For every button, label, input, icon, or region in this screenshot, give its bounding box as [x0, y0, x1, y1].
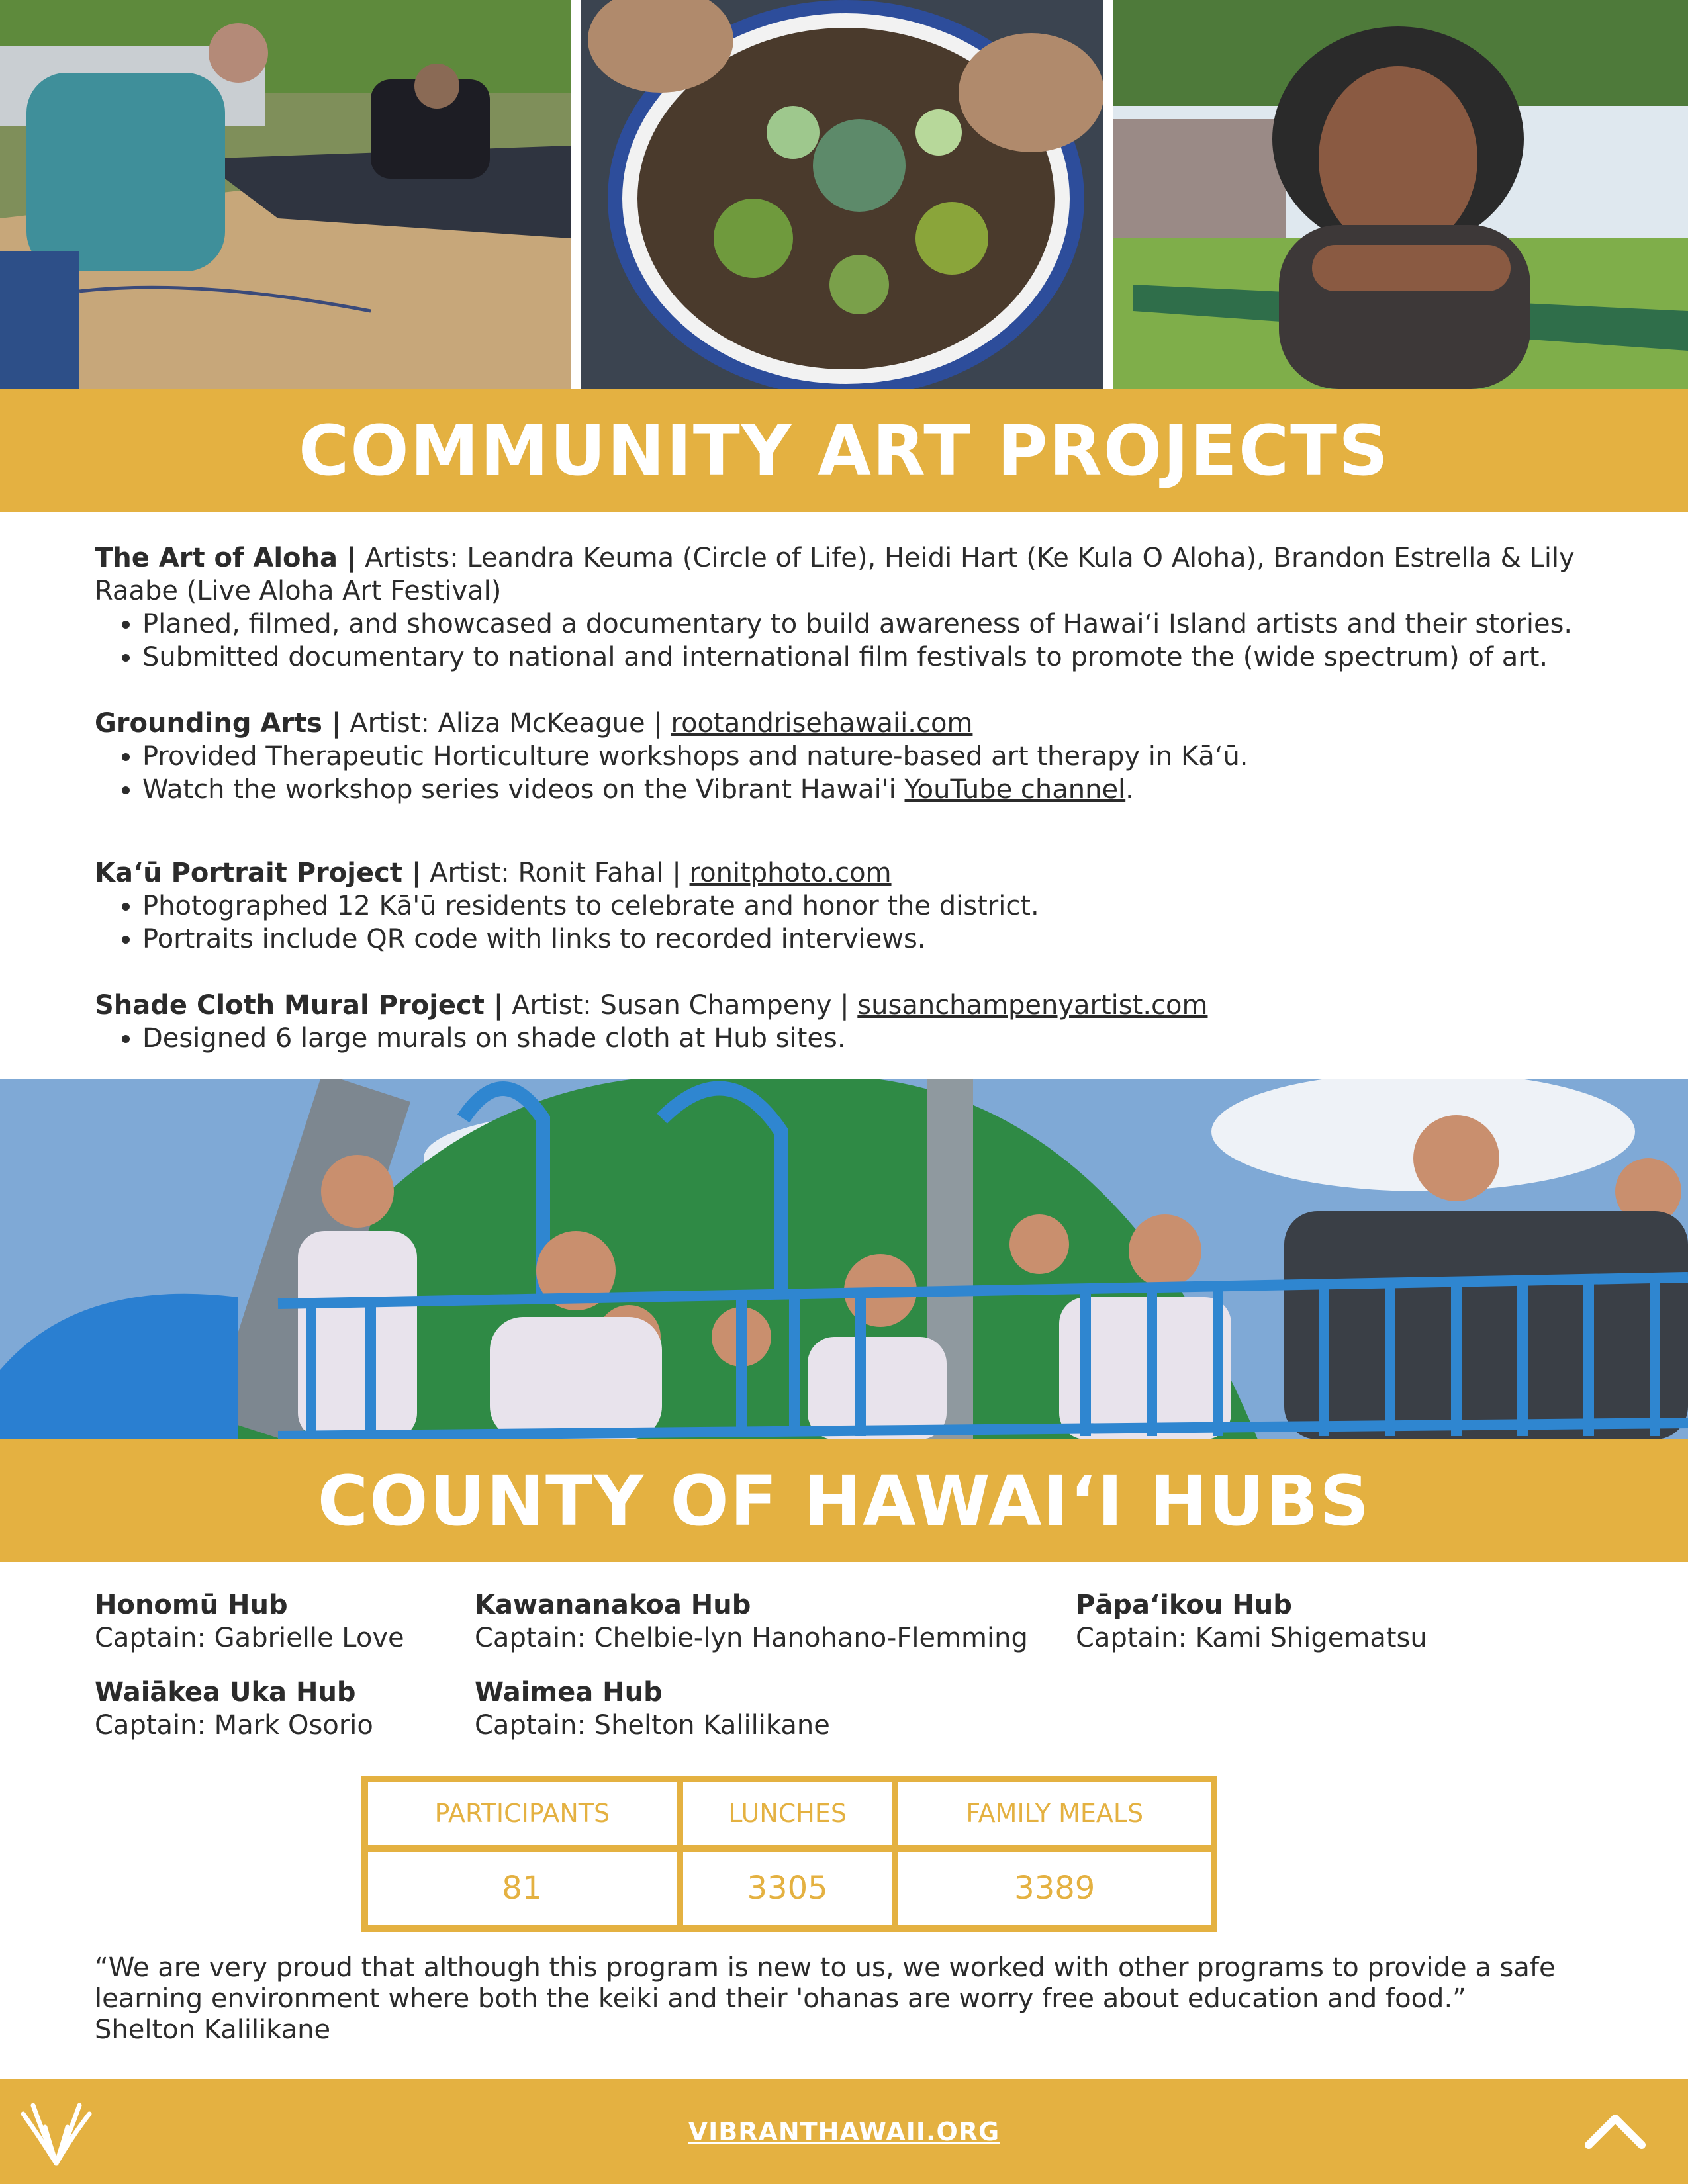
bullet-text-end: .	[1125, 774, 1134, 805]
project-bullet: • Designed 6 large murals on shade cloth at Hub sites.	[142, 1022, 1604, 1055]
section-banner-hubs	[0, 1439, 1688, 1562]
testimonial-quote	[95, 1952, 1617, 2046]
quote-text: “We are very proud that although this program is new to us, we worked with other programs to provide a safe learning environment where both the keiki and their 'ohanas are worry free about education and food.”	[95, 1952, 1556, 2014]
projects-list	[95, 541, 1604, 1088]
photo-children-playground	[0, 1079, 1688, 1439]
hub-item	[95, 1676, 373, 1742]
hub-name: Kawananakoa Hub	[475, 1590, 751, 1620]
quote-author: Shelton Kalilikane	[95, 2015, 331, 2045]
project-website-link[interactable]: rootandrisehawaii.com	[671, 708, 973, 739]
photo-portrait-man	[1113, 0, 1688, 389]
hub-captain: Captain: Shelton Kalilikane	[475, 1710, 830, 1741]
hub-captain: Captain: Mark Osorio	[95, 1710, 373, 1741]
stats-value: 81	[368, 1852, 677, 1925]
chevron-up-icon[interactable]	[1582, 2104, 1648, 2157]
project-bullet: • Provided Therapeutic Horticulture workshops and nature-based art therapy in Kāʻū.	[142, 740, 1604, 773]
project-name: Kaʻū Portrait Project |	[95, 858, 422, 888]
photo-art-painting	[0, 0, 571, 389]
project-shade-cloth-mural	[95, 989, 1604, 1055]
hub-name: Pāpaʻikou Hub	[1076, 1590, 1292, 1620]
stats-header: FAMILY MEALS	[898, 1782, 1211, 1845]
section-title: COUNTY OF HAWAIʻI HUBS	[317, 1460, 1371, 1541]
project-art-of-aloha	[95, 541, 1604, 674]
hub-item	[475, 1588, 1028, 1655]
footer-website-link[interactable]: VIBRANTHAWAII.ORG	[688, 2117, 1000, 2146]
section-title: COMMUNITY ART PROJECTS	[298, 410, 1390, 491]
stats-value: 3305	[683, 1852, 892, 1925]
project-name: Grounding Arts |	[95, 708, 342, 739]
hub-captain: Captain: Chelbie-lyn Hanohano-Flemming	[475, 1623, 1028, 1653]
hub-item	[475, 1676, 830, 1742]
photo-succulent-bowl	[581, 0, 1103, 389]
project-details: Artist: Aliza McKeague |	[341, 708, 671, 739]
stats-value: 3389	[898, 1852, 1211, 1925]
project-website-link[interactable]: susanchampenyartist.com	[857, 990, 1208, 1021]
hub-name: Waiākea Uka Hub	[95, 1677, 356, 1707]
project-bullet: • Photographed 12 Kā'ū residents to celebrate and honor the district.	[142, 889, 1604, 923]
project-kau-portrait	[95, 856, 1604, 956]
bullet-text: Watch the workshop series videos on the Vibrant Hawai'i	[142, 774, 905, 805]
stats-table	[361, 1776, 1217, 1932]
stats-value-row	[368, 1852, 1211, 1925]
project-details: Artist: Ronit Fahal |	[421, 858, 690, 888]
project-bullet: • Planed, filmed, and showcased a documentary to build awareness of Hawaiʻi Island artists and their stories.	[142, 608, 1604, 641]
project-bullet	[142, 773, 1604, 806]
hub-item	[1076, 1588, 1427, 1655]
hub-name: Waimea Hub	[475, 1677, 663, 1707]
project-details: Artist: Susan Champeny |	[503, 990, 858, 1021]
stats-header: PARTICIPANTS	[368, 1782, 677, 1845]
project-name: Shade Cloth Mural Project |	[95, 990, 504, 1021]
hub-name: Honomū Hub	[95, 1590, 288, 1620]
project-details: Artists: Leandra Keuma (Circle of Life), Heidi Hart (Ke Kula O Aloha), Brandon Estrella & Lily Raabe (Live Aloha Art Festival)	[95, 543, 1575, 606]
hub-captain: Captain: Kami Shigematsu	[1076, 1623, 1427, 1653]
stats-header-row	[368, 1782, 1211, 1845]
project-website-link[interactable]: ronitphoto.com	[689, 858, 892, 888]
project-bullet: • Submitted documentary to national and international film festivals to promote the (wide spectrum) of art.	[142, 641, 1604, 674]
section-banner-art-projects	[0, 389, 1688, 512]
stats-header: LUNCHES	[683, 1782, 892, 1845]
project-grounding-arts	[95, 707, 1604, 806]
footer-bar	[0, 2079, 1688, 2184]
hub-captain: Captain: Gabrielle Love	[95, 1623, 404, 1653]
youtube-channel-link[interactable]: YouTube channel	[904, 774, 1126, 805]
hub-item	[95, 1588, 404, 1655]
project-name: The Art of Aloha |	[95, 543, 357, 573]
project-bullet: • Portraits include QR code with links to recorded interviews.	[142, 923, 1604, 956]
